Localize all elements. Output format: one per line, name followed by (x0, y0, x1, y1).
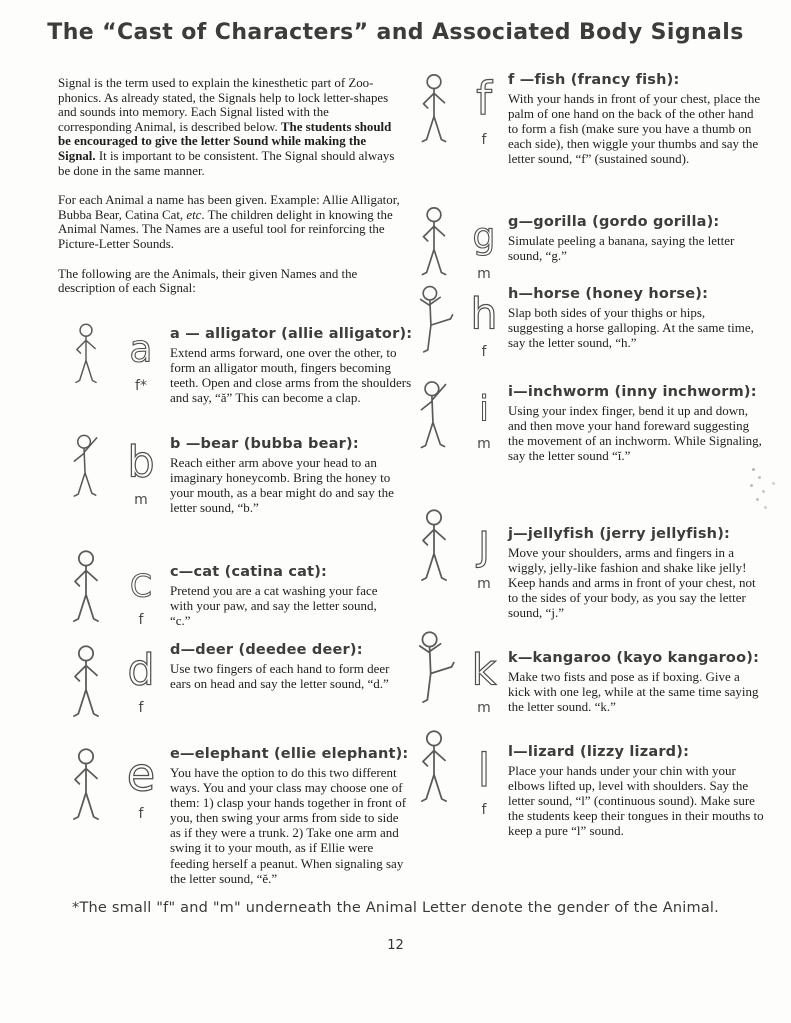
entry-description: Make two fists and pose as if boxing. Give a kick with one leg, while at the same time saying the letter sound. “k.” (508, 669, 759, 715)
svg-text:h: h (470, 289, 498, 338)
gender-label: f (481, 802, 487, 818)
child-signal-illustration (60, 322, 112, 386)
entry-heading: j—jellyfish (jerry jellyfish): (508, 526, 731, 542)
intro-bold-sentence: The students should be encouraged to give the letter Sound while making the Signal. (58, 119, 392, 163)
gender-label: f* (135, 378, 147, 394)
svg-text:g: g (472, 216, 496, 257)
gender-label: f (481, 132, 487, 148)
gender-label: m (477, 700, 491, 716)
animal-letter-icon-bear (120, 434, 162, 486)
signal-entry-deer (60, 636, 395, 728)
svg-text:i: i (479, 389, 489, 430)
entry-description: Use two fingers of each hand to form deer ears on head and say the letter sound, “d.” (170, 661, 390, 692)
animal-letter-icon-horse (465, 286, 503, 338)
animal-letter-icon-fish (466, 70, 502, 126)
animal-letter-icon-lizard (466, 740, 502, 796)
entry-description: You have the option to do this two different ways. You and your class may choose one of them: 1) clasp your hands together in front of you, then swing your arms from side to side as if they were a trunk. 2) Take one arm and swing it to your mouth, as if Ellie were feeding herself a peanut. When signaling say the letter sound, “ĕ.” (170, 765, 407, 886)
animal-letter-icon-gorilla (465, 212, 503, 260)
gender-label: f (481, 344, 487, 360)
page-title: The “Cast of Characters” and Associated Body Signals (47, 20, 744, 45)
entry-description: With your hands in front of your chest, place the palm of one hand on the back of the other hand to form a fish (make sure you have a thumb on each side), then wiggle your thumbs and say the letter sound, “f” (sustained sound). (508, 91, 761, 167)
animal-letter-icon-alligator (120, 324, 162, 372)
svg-text:e: e (126, 747, 156, 800)
child-signal-illustration (408, 728, 460, 806)
entry-description: Using your index finger, bend it up and down, and then move your hand foreward suggesting the movement of an inchworm. While Signaling, say the letter sound “ĭ.” (508, 403, 762, 464)
page-number: 12 (387, 938, 404, 953)
signal-entry-horse (408, 284, 764, 360)
entry-description: Slap both sides of your thighs or hips, suggesting a horse galloping. At the same time, say the letter sound, “h.” (508, 305, 754, 351)
child-signal-illustration (60, 636, 112, 728)
gender-label: f (138, 806, 144, 822)
entry-heading: b —bear (bubba bear): (170, 436, 359, 452)
signal-entry-elephant (60, 738, 409, 886)
gender-label: f (138, 612, 144, 628)
animal-letter-icon-cat (120, 562, 162, 606)
gender-footnote: *The small "f" and "m" underneath the Animal Letter denote the gender of the Animal. (72, 900, 719, 916)
signal-entry-alligator (60, 322, 413, 406)
child-signal-illustration (408, 202, 460, 282)
child-signal-illustration (408, 628, 460, 708)
entry-heading: g—gorilla (gordo gorilla): (508, 214, 720, 230)
entry-heading: i—inchworm (inny inchworm): (508, 384, 757, 400)
gender-label: f (138, 700, 144, 716)
child-signal-illustration (408, 502, 460, 590)
child-signal-illustration (408, 374, 460, 456)
signal-entry-lizard (408, 728, 764, 838)
entry-heading: d—deer (deedee deer): (170, 642, 363, 658)
intro-italic-etc: etc (186, 207, 202, 222)
child-signal-illustration (60, 738, 112, 832)
entry-description: Pretend you are a cat washing your face with your paw, and say the letter sound, “c.” (170, 583, 378, 629)
intro-paragraph-2: For each Animal a name has been given. Example: Allie Alligator, Bubba Bear, Catina Cat, etc. The children delight in knowing the Animal Names. The Names are a useful tool for reinforcing the Picture-Letter Sounds. (58, 193, 400, 251)
child-signal-illustration (60, 432, 112, 500)
child-signal-illustration (408, 284, 460, 356)
entry-heading: k—kangaroo (kayo kangaroo): (508, 650, 760, 666)
signal-entry-gorilla (408, 202, 764, 282)
intro-paragraph-3: The following are the Animals, their given Names and the description of each Signal: (58, 266, 358, 296)
scan-speckle (752, 468, 755, 471)
signal-entry-jellyfish (408, 502, 764, 620)
entry-description: Extend arms forward, one over the other, to form an alligator mouth, fingers becoming teeth. Open and close arms from the shoulders and say, “ă” This can become a clap. (170, 345, 412, 406)
animal-letter-icon-jellyfish (466, 520, 502, 570)
entry-description: Place your hands under your chin with your elbows lifted up, level with shoulders. Say the letter sound, “l” (continuous sound). Make sure the students keep their tongues in their mouths to keep a pure “l” sound. (508, 763, 764, 839)
animal-letter-icon-elephant (120, 746, 162, 800)
entry-description: Move your shoulders, arms and fingers in a wiggly, jelly-like fashion and shake like jelly! Keep hands and arms in front of your chest, not to the sides of your body, as you say the letter sound, “j.” (508, 545, 756, 621)
entry-heading: e—elephant (ellie elephant): (170, 746, 409, 762)
gender-label: m (477, 266, 491, 282)
signal-entry-cat (60, 540, 395, 634)
signal-entry-inchworm (408, 374, 764, 463)
entry-heading: l—lizard (lizzy lizard): (508, 744, 690, 760)
entry-heading: c—cat (catina cat): (170, 564, 328, 580)
gender-label: m (134, 492, 148, 508)
svg-text:d: d (127, 645, 155, 694)
signal-entry-kangaroo (408, 628, 764, 716)
animal-letter-icon-kangaroo (464, 642, 504, 694)
svg-text:C: C (130, 568, 152, 605)
entry-heading: a — alligator (allie alligator): (170, 326, 413, 342)
animal-letter-icon-inchworm (466, 386, 502, 430)
svg-text:l: l (477, 744, 491, 796)
child-signal-illustration (60, 540, 112, 634)
svg-text:b: b (127, 437, 155, 486)
signal-entry-fish (408, 68, 764, 166)
entry-description: Reach either arm above your head to an imaginary honeycomb. Bring the honey to your mouth, as a bear might do and say the letter sound, “b.” (170, 455, 394, 516)
intro-section (58, 76, 403, 311)
animal-letter-icon-deer (120, 642, 162, 694)
svg-text:a: a (129, 326, 153, 371)
entry-heading: h—horse (honey horse): (508, 286, 709, 302)
signal-entry-bear (60, 432, 395, 515)
svg-text:k: k (471, 645, 497, 694)
intro-paragraph-1: Signal is the term used to explain the kinesthetic part of Zoo-phonics. As already stated, the Signals help to lock letter-shapes and sounds into memory. Each Signal listed with the corresponding Animal, is described below. The students should be encouraged to give the letter Sound while making the Signal. It is important to be consistent. The Signal should always be done in the same manner. (58, 76, 395, 178)
svg-text:f: f (476, 72, 492, 126)
entry-heading: f —fish (francy fish): (508, 72, 680, 88)
child-signal-illustration (408, 68, 460, 150)
svg-text:J: J (478, 524, 490, 570)
gender-label: m (477, 436, 491, 452)
gender-label: m (477, 576, 491, 592)
entry-description: Simulate peeling a banana, saying the letter sound, “g.” (508, 233, 735, 264)
